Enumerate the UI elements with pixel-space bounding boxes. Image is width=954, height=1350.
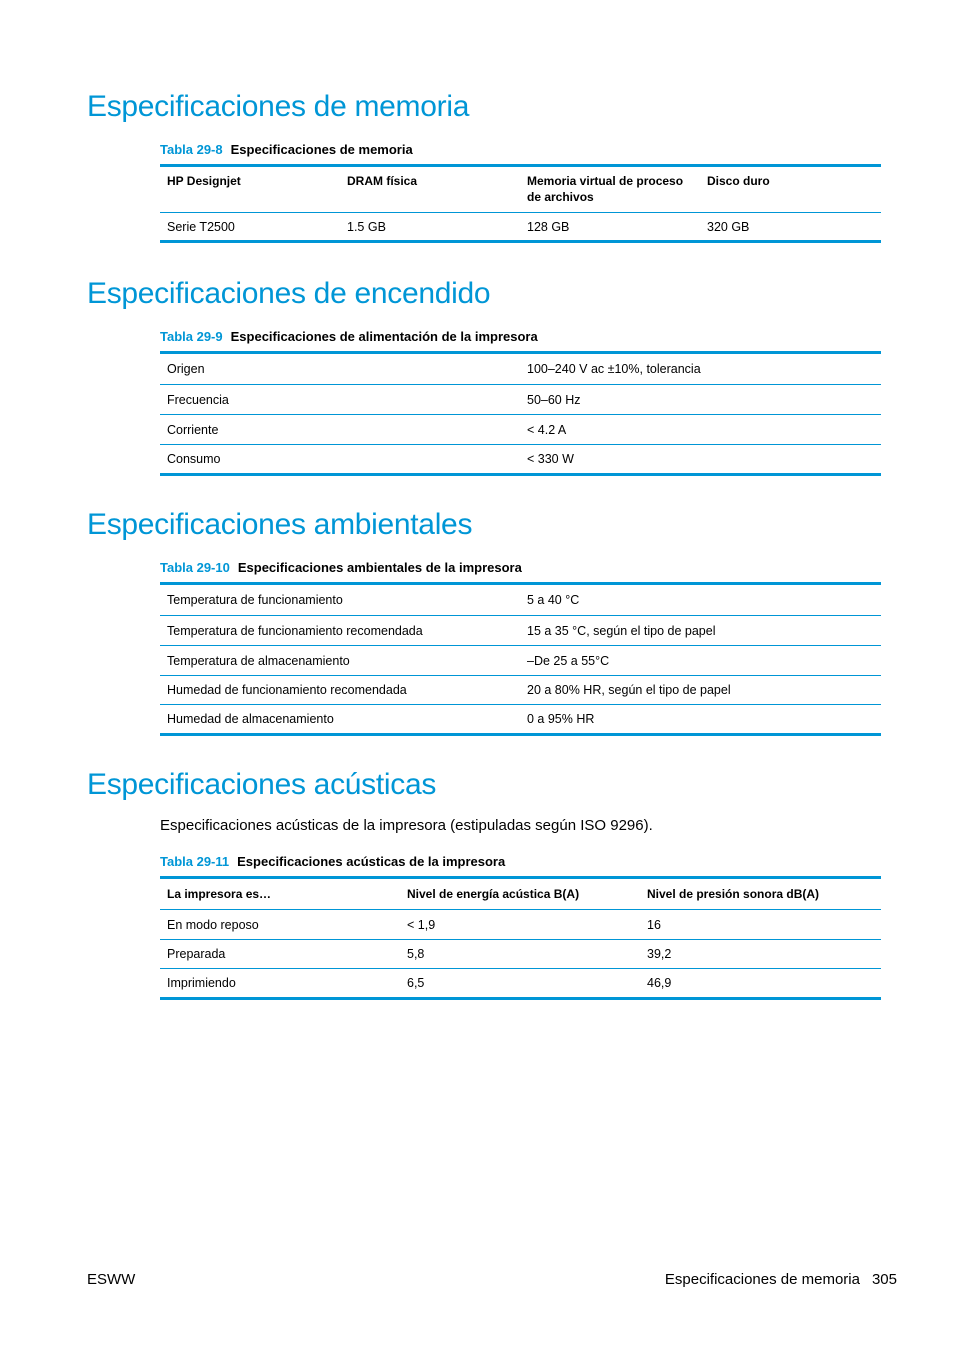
table-cell: Humedad de almacenamiento [160,705,520,735]
table-cell: En modo reposo [167,917,259,932]
table-cell: 15 a 35 °C, según el tipo de papel [520,616,881,646]
table-cell: 6,5 [400,969,640,999]
table-cell: 20 a 80% HR, según el tipo de papel [520,676,881,705]
table-header-row [160,166,881,213]
heading-power: Especificaciones de encendido [87,277,491,310]
footer-section-title: Especificaciones de memoria [664,1271,860,1288]
table-cell: 100–240 V ac ±10%, tolerancia [527,362,701,376]
footer-right [665,1271,897,1288]
table-row [160,910,881,940]
column-header: La impresora es… [160,878,400,910]
column-header: HP Designjet [160,166,340,213]
acoustic-intro-text: Especificaciones acústicas de la impresora (estipuladas según ISO 9296). [160,817,653,834]
table-cell: < 1,9 [407,917,436,932]
footer-left-label: ESWW [87,1271,136,1288]
caption-acoustic-table [160,854,505,869]
table-cell: < 4.2 A [520,415,881,445]
table-row [160,616,881,646]
column-header: Memoria virtual de proceso de archivos [520,166,700,213]
caption-memory-table [160,142,413,157]
table-row [160,213,881,242]
power-table [160,351,881,476]
table-row [160,385,881,415]
caption-environment-table [160,560,522,575]
caption-number: Tabla 29-8 [160,142,223,157]
table-cell: Temperatura de funcionamiento [167,593,343,607]
table-row [160,646,881,676]
table-cell: 5,8 [400,940,640,969]
table-cell: Temperatura de almacenamiento [160,646,520,676]
table-cell: 0 a 95% HR [520,705,881,735]
table-row [160,445,881,475]
environment-table [160,582,881,736]
caption-power-table [160,329,538,344]
table-row [160,676,881,705]
table-cell: 320 GB [707,219,750,234]
table-row [160,705,881,735]
table-cell: 50–60 Hz [520,385,881,415]
table-cell: 128 GB [527,219,570,234]
table-row [160,584,881,616]
table-cell: Imprimiendo [160,969,400,999]
table-row [160,969,881,999]
table-row [160,353,881,385]
acoustic-table [160,876,881,1000]
column-header: Disco duro [700,166,881,213]
caption-title: Especificaciones ambientales de la impresora [237,560,522,575]
table-cell: Serie T2500 [167,219,235,234]
caption-number: Tabla 29-9 [160,329,223,344]
table-cell: Humedad de funcionamiento recomendada [160,676,520,705]
table-cell: < 330 W [520,445,881,475]
table-cell: 46,9 [640,969,881,999]
table-row [160,415,881,445]
heading-memory: Especificaciones de memoria [87,90,470,123]
caption-title: Especificaciones de alimentación de la impresora [230,329,538,344]
table-cell: –De 25 a 55°C [520,646,881,676]
heading-acoustic: Especificaciones acústicas [87,768,437,801]
page-number: 305 [871,1271,897,1288]
column-header: DRAM física [340,166,520,213]
caption-title: Especificaciones acústicas de la impresora [237,854,506,869]
table-cell: Consumo [160,445,520,475]
caption-number: Tabla 29-10 [160,560,230,575]
table-cell: 16 [647,917,661,932]
table-cell: 39,2 [640,940,881,969]
table-header-row [160,878,881,910]
table-cell: 1.5 GB [347,219,386,234]
column-header: Nivel de energía acústica B(A) [400,878,640,910]
heading-environment: Especificaciones ambientales [87,508,473,541]
column-header: Nivel de presión sonora dB(A) [640,878,881,910]
table-row [160,940,881,969]
table-cell: Origen [167,362,205,376]
table-cell: Corriente [160,415,520,445]
caption-title: Especificaciones de memoria [230,142,413,157]
memory-table [160,164,881,243]
caption-number: Tabla 29-11 [160,854,230,869]
table-cell: Preparada [160,940,400,969]
table-cell: 5 a 40 °C [527,593,580,607]
table-cell: Temperatura de funcionamiento recomendada [160,616,520,646]
table-cell: Frecuencia [160,385,520,415]
